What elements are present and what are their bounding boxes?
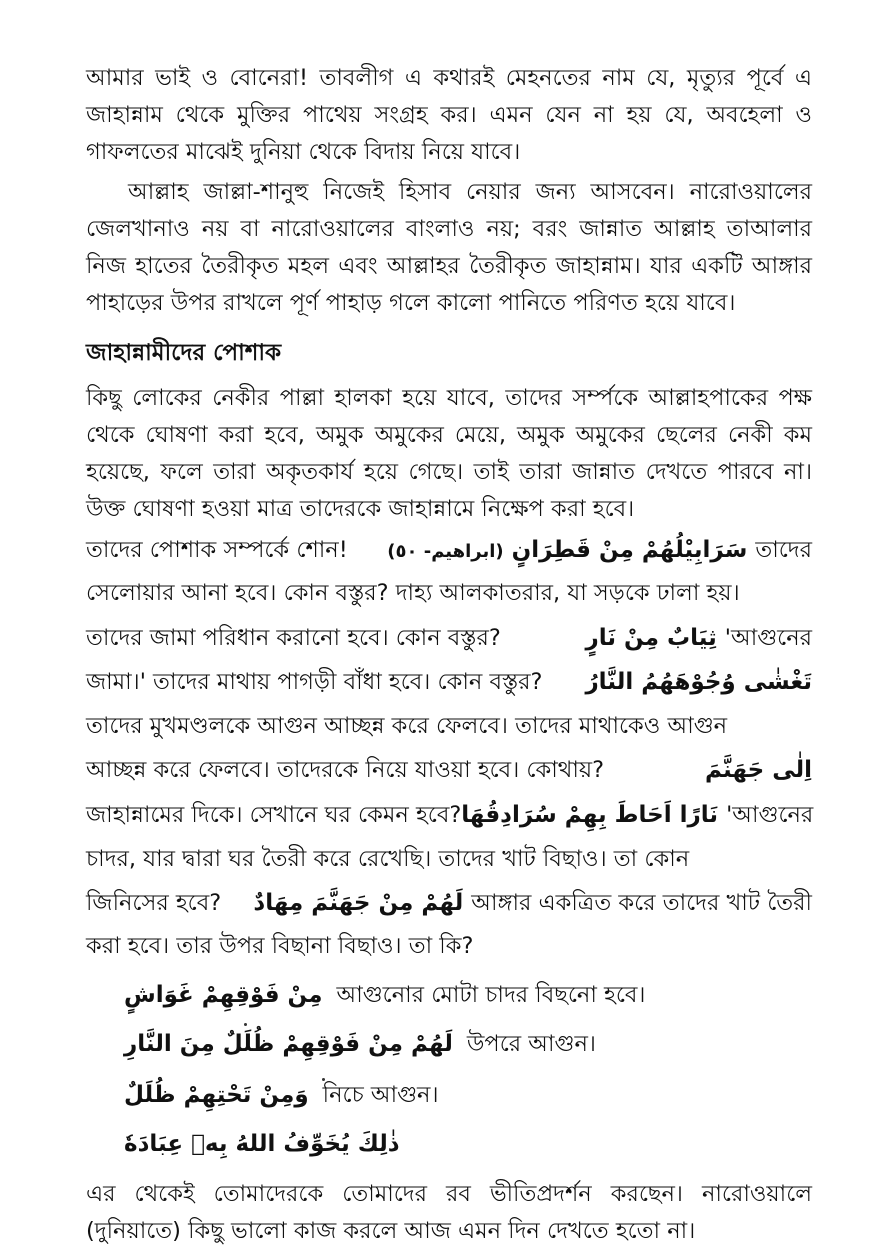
line-7-start: জাহান্নামের দিকে। সেখানে ঘর কেমন হবে? [86,802,462,828]
verse-2-arabic: لَهُمْ مِنْ فَوْقِهِمْ ظُلَلٌ مِنَ النَّارِ [124,1031,453,1057]
line-3-start: তাদের জামা পরিধান করানো হবে। কোন বস্তুর? [86,625,501,651]
verse-1-translation: আগুনোর মোটা চাদর বিছনো হবে। [336,982,646,1008]
text-line-4 [86,664,812,700]
line-7-end: 'আগুনের [726,802,814,828]
speck [244,1023,247,1026]
line-8-text: চাদর, যার দ্বারা ঘর তৈরী করে রেখেছি। তাদের খাট বিছাও। তা কোন [86,846,690,872]
line-9-start: জিনিসের হবে? [86,890,222,916]
paragraph-intro: আমার ভাই ও বোনেরা! তাবলীগ এ কথারই মেহনতের নাম যে, মৃত্যুর পূর্বে এ জাহান্নাম থেকে মুক্তির পাথেয় সংগ্রহ কর। এমন যেন না হয় যে, অবহেলা ও গাফলতের মাঝেই দুনিয়া থেকে বিদায় নিয়ে যাবে। [86,65,812,165]
text-line-2 [86,575,812,611]
arabic-verse-1: سَرَابِيْلُهُمْ مِنْ قَطِرَانٍ [511,537,748,563]
paragraph-closing: এর থেকেই তোমাদেরকে তোমাদের রব ভীতিপ্রদর্শন করছেন। নারোওয়ালে (দুনিয়াতে) কিছু ভালো কাজ করলে আজ এমন দিন দেখতে হতো না। [86,1181,812,1244]
quran-reference: (ابراهيم- ٥٠) [387,541,504,562]
text-line-1 [86,532,812,570]
verse-3-arabic: وَمِنْ تَحْتِهِمْ ظُلَلٌ [124,1082,309,1108]
verse-line-4 [124,1124,400,1164]
line-10-text: করা হবে। তার উপর বিছানা বিছাও। তা কি? [86,933,474,959]
verse-3-translation: নিচে আগুন। [322,1082,439,1108]
text-line-8 [86,841,812,877]
paragraph-hisab: আল্লাহ জাল্লা-শানুহু নিজেই হিসাব নেয়ার জন্য আসবেন। নারোওয়ালের জেলখানাও নয় বা নারোওয়ালের বাংলাও নয়; বরং জান্নাত আল্লাহ তাআলার নিজ হাতের তৈরীকৃত মহল এবং আল্লাহর তৈরীকৃত জাহান্নাম। যার একটি আঙ্গার পাহাড়ের উপর রাখলে পূর্ণ পাহাড় গলে কালো পানিতে পরিণত হয়ে যাবে। [86,179,812,316]
verse-line-1 [124,975,645,1015]
line-9-end: আঙ্গার একত্রিত করে তাদের খাট তৈরী [471,890,812,916]
line-9-quote [253,885,812,921]
arabic-verse-3: تَغْشٰى وُجُوْهَهُمُ النَّارُ [585,669,812,695]
line-1-quote [387,532,812,570]
line-3-quote [586,620,812,656]
paragraph-announcement: কিছু লোকের নেকীর পাল্লা হালকা হয়ে যাবে, তাদের সর্ম্পকে আল্লাহপাকের পক্ষ থেকে ঘোষণা করা হবে, অমুক অমুকের মেয়ে, অমুক অমুকের ছেলের নেকী কম হয়েছে, ফলে তারা অকৃতকার্য হয়ে গেছে। তাই তারা জান্নাত দেখতে পারবে না। উক্ত ঘোষণা হওয়া মাত্র তাদেরকে জাহান্নামে নিক্ষেপ করা হবে। [86,385,812,522]
text-line-3 [86,620,812,656]
text-line-7 [86,797,812,833]
verse-1-arabic: مِنْ فَوْقِهِمْ غَوَاشٍ [124,982,323,1008]
text-line-10 [86,928,812,964]
line-6-start: আচ্ছন্ন করে ফেলবে। তাদেরকে নিয়ে যাওয়া হবে। কোথায়? [86,757,605,783]
arabic-verse-5: نَارًا اَحَاطَ بِهِمْ سُرَادِقُهَا [461,802,719,828]
arabic-verse-2: ثِيَابٌ مِنْ نَارٍ [585,625,717,651]
verse-4-arabic: ذٰلِكَ يُخَوِّفُ اللهُ بِهٖ عِبَادَهٗ [124,1131,400,1157]
arabic-verse-4: اِلٰى جَهَنَّمَ [705,757,812,783]
line-4-start: জামা।' তাদের মাথায় পাগড়ী বাঁধা হবে। কোন বস্তুর? [86,669,543,695]
line-1-end: তাদের [755,537,812,563]
line-3-end: 'আগুনের [724,625,812,651]
line-7-quote [461,797,813,833]
text-line-6 [86,752,812,788]
text-line-9 [86,885,812,921]
speck [322,1078,325,1081]
text-line-5 [86,708,812,744]
line-5-text: তাদের মুখমণ্ডলকে আগুন আচ্ছন্ন করে ফেলবে। তাদের মাথাকেও আগুন [86,713,728,739]
line-1-start: তাদের পোশাক সম্পর্কে শোন! [86,537,348,563]
verse-2-translation: উপরে আগুন। [466,1031,596,1057]
section-heading: জাহান্নামীদের পোশাক [86,340,282,366]
line-2-text: সেলোয়ার আনা হবে। কোন বস্তুর? দাহ্য আলকাতরার, যা সড়কে ঢালা হয়। [86,580,740,606]
verse-line-2 [124,1024,596,1064]
arabic-verse-6: لَهُمْ مِنْ جَهَنَّمَ مِهَادٌ [253,890,464,916]
verse-line-3 [124,1075,439,1115]
